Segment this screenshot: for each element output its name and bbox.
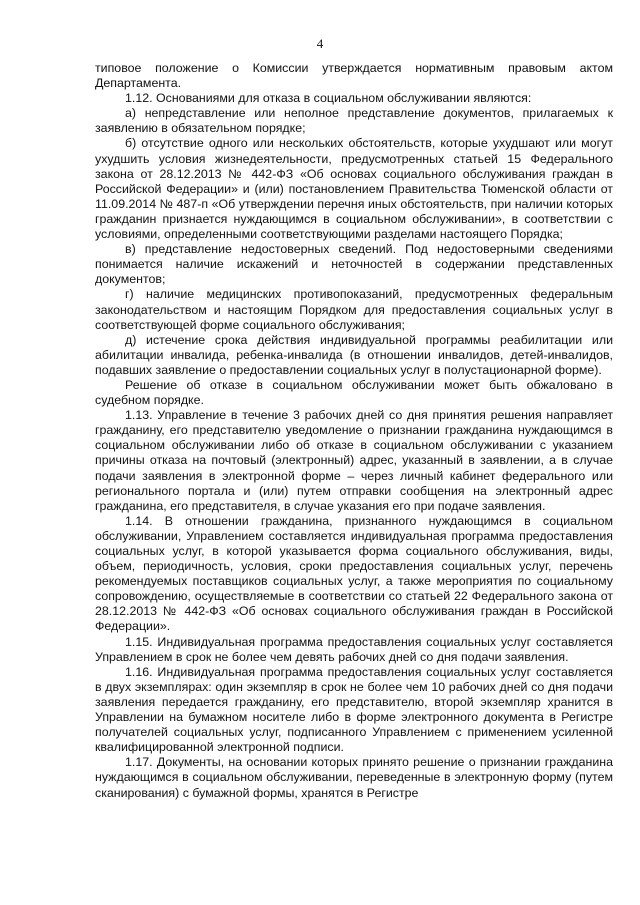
paragraph-appeal: Решение об отказе в социальном обслуживании может быть обжаловано в судебном порядке. xyxy=(95,377,613,408)
paragraph-1-13: 1.13. Управление в течение 3 рабочих дней со дня принятия решения направляет гражданину, его представителю уведомление о признании гражданина нуждающимся в социальном обслуживании либо об отказе в социальном обслуживании с указанием причины отказа на почтовый (электронный) адрес, указанный в заявлении, а в случае подачи заявления в электронной форме – через личный кабинет федерального или регионального портала и (или) путем отправки сообщения на электронный адрес гражданина, его представителя, в случае указания его при подаче заявления. xyxy=(95,408,613,513)
paragraph-1-17: 1.17. Документы, на основании которых принято решение о признании гражданина нуждающимся в социальном обслуживании, переведенные в электронную форму (путем сканирования) с бумажной формы, хранятся в Регистре xyxy=(95,755,613,800)
document-body xyxy=(95,61,613,801)
paragraph-1-12-v: в) представление недостоверных сведений. Под недостоверными сведениями понимается наличие искажений и неточностей в содержании представленных документов; xyxy=(95,242,613,287)
paragraph-commission-regulation: типовое положение о Комиссии утверждается нормативным правовым актом Департамента. xyxy=(95,61,613,91)
page-number: 4 xyxy=(316,36,324,51)
paragraph-1-15: 1.15. Индивидуальная программа предоставления социальных услуг составляется Управлением в срок не более чем девять рабочих дней со дня подачи заявления. xyxy=(95,634,613,664)
paragraph-1-16: 1.16. Индивидуальная программа предоставления социальных услуг составляется в двух экземплярах: один экземпляр в срок не более чем 10 рабочих дней со дня подачи заявления передается гражданину, его представителю, второй экземпляр хранится в Управлении на бумажном носителе либо в форме электронного документа в Регистре получателей социальных услуг, подписанного Управлением с применением усиленной квалифицированной электронной подписи. xyxy=(95,664,613,755)
paragraph-1-12-g: г) наличие медицинских противопоказаний, предусмотренных федеральным законодательством и настоящим Порядком для предоставления социальных услуг в соответствующей форме социального обслуживания; xyxy=(95,287,613,332)
paragraph-1-12: 1.12. Основаниями для отказа в социальном обслуживании являются: xyxy=(125,91,532,106)
paragraph-1-12-b: б) отсутствие одного или нескольких обстоятельств, которые ухудшают или могут ухудшить условия жизнедеятельности, предусмотренных статьей 15 Федерального закона от 28.12.2013 № 442-ФЗ «Об основах социального обслуживания граждан в Российской Федерации» и (или) постановлением Правительства Тюменской области от 11.09.2014 № 487-п «Об утверждении перечня иных обстоятельств, при наличии которых гражданин признается нуждающимся в социальном обслуживании», в соответствии с условиями, определенными соответствующими разделами настоящего Порядка; xyxy=(95,136,613,242)
paragraph-1-12-a: а) непредставление или неполное представление документов, прилагаемых к заявлению в обязательном порядке; xyxy=(95,106,613,136)
paragraph-1-12-d: д) истечение срока действия индивидуальной программы реабилитации или абилитации инвалида, ребенка-инвалида (в отношении инвалидов, детей-инвалидов, подавших заявление о предоставлении социальных услуг в полустационарной форме). xyxy=(95,332,613,377)
paragraph-1-14: 1.14. В отношении гражданина, признанного нуждающимся в социальном обслуживании, Управлением составляется индивидуальная программа предоставления социальных услуг, в которой указывается форма социального обслуживания, виды, объем, периодичность, условия, сроки предоставления социальных услуг, перечень рекомендуемых поставщиков социальных услуг, а также мероприятия по социальному сопровождению, осуществляемые в соответствии со статьей 22 Федерального закона от 28.12.2013 № 442-ФЗ «Об основах социального обслуживания граждан в Российской Федерации». xyxy=(95,513,613,634)
